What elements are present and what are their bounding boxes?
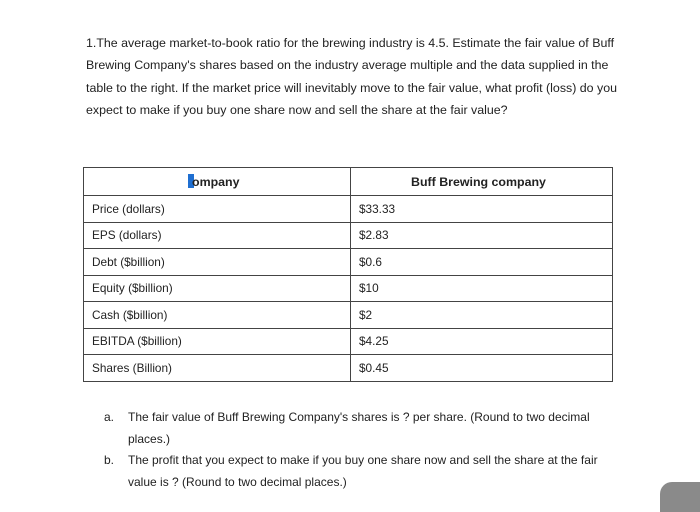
row-label: EPS (dollars) [84, 222, 351, 249]
corner-overlay [660, 482, 700, 512]
table-row [84, 328, 613, 355]
row-value: $33.33 [351, 196, 613, 223]
row-value: $2 [351, 302, 613, 329]
subquestion-a [104, 407, 624, 450]
subquestion-marker: a. [104, 410, 115, 424]
table-row [84, 355, 613, 382]
row-label: Equity ($billion) [84, 275, 351, 302]
header-company [84, 168, 351, 196]
row-value: $0.45 [351, 355, 613, 382]
subquestion-list [104, 407, 624, 493]
subquestion-text: The fair value of Buff Brewing Company's shares is ? per share. (Round to two decimal places.) [128, 410, 590, 446]
row-value: $0.6 [351, 249, 613, 276]
row-label: Shares (Billion) [84, 355, 351, 382]
row-value: $4.25 [351, 328, 613, 355]
row-label: Debt ($billion) [84, 249, 351, 276]
header-company-label: ompany [192, 175, 240, 189]
row-value: $10 [351, 275, 613, 302]
table-row [84, 196, 613, 223]
company-data-table [83, 167, 613, 382]
table-row [84, 275, 613, 302]
header-buff-brewing: Buff Brewing company [351, 168, 613, 196]
question-text: 1.The average market-to-book ratio for the brewing industry is 4.5. Estimate the fair value of Buff Brewing Company's shares based on the industry average multiple and the data supplied in the table to the right. If the market price will inevitably move to the fair value, what profit (loss) do you expect to make if you buy one share now and sell the share at the fair value? [86, 36, 617, 118]
table-row [84, 222, 613, 249]
table-row [84, 249, 613, 276]
row-label: Price (dollars) [84, 196, 351, 223]
row-label: EBITDA ($billion) [84, 328, 351, 355]
subquestion-marker: b. [104, 453, 115, 467]
subquestion-text: The profit that you expect to make if you buy one share now and sell the share at the fair value is ? (Round to two decimal places.) [128, 453, 598, 489]
table-row [84, 302, 613, 329]
table-header-row [84, 168, 613, 196]
subquestion-b [104, 450, 624, 493]
row-value: $2.83 [351, 222, 613, 249]
row-label: Cash ($billion) [84, 302, 351, 329]
